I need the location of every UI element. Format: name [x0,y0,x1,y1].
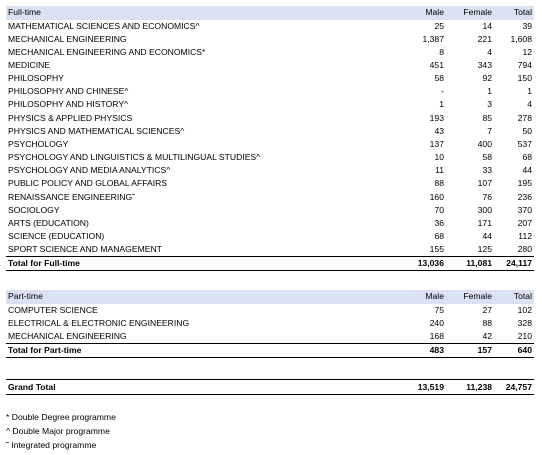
female-count: 125 [477,244,492,255]
total-count: 50 [522,125,532,136]
fulltime-total-row [6,257,534,271]
total-column-header: Total [513,7,532,17]
male-count: 451 [429,59,444,70]
female-count: 14 [482,20,492,31]
female-count: 76 [482,191,492,202]
programme-name: MECHANICAL ENGINEERING [8,331,127,342]
female-count: 27 [482,304,492,315]
total-count: 44 [522,165,532,176]
male-count: 58 [434,73,444,84]
table-row [6,33,534,46]
total-count: 195 [517,178,532,189]
female-column-header: Female [463,291,492,302]
female-count: 42 [482,331,492,342]
fulltime-section-label: Full-time [8,7,41,17]
female-count: 33 [482,165,492,176]
programme-name: RENAISSANCE ENGINEERING˜ [8,191,136,202]
table-row [6,217,534,230]
female-count: 88 [482,317,492,328]
fulltime-rows [6,20,534,257]
total-count: 236 [517,191,532,202]
total-count: 328 [517,317,532,328]
fulltime-total-female: 11,081 [446,257,494,271]
male-count: 25 [434,20,444,31]
parttime-total-label: Total for Part-time [6,344,391,358]
table-row [6,317,534,330]
table-row [6,125,534,138]
enrolment-report [6,6,534,395]
total-column-header: Total [513,291,532,302]
programme-name: PSYCHOLOGY AND LINGUISTICS & MULTILINGUAL STUDIES^ [8,152,261,163]
total-count: 4 [527,99,532,110]
parttime-header-row [6,290,534,304]
fulltime-total-label: Total for Full-time [6,257,391,271]
parttime-total-row [6,344,534,358]
fulltime-total-total: 24,117 [494,257,534,271]
section-spacer [6,358,534,379]
programme-name: MATHEMATICAL SCIENCES AND ECONOMICS^ [8,20,200,31]
female-count: 300 [477,204,492,215]
grand-total-female: 11,238 [446,380,494,395]
programme-name: PHYSICS & APPLIED PHYSICS [8,112,133,123]
table-row [6,98,534,111]
parttime-total-total: 640 [494,344,534,358]
grand-total-label: Grand Total [6,380,391,395]
table-row [6,243,534,257]
male-count: 68 [434,231,444,241]
male-count: 240 [429,317,444,328]
table-row [6,72,534,85]
programme-name: MECHANICAL ENGINEERING AND ECONOMICS* [8,46,206,57]
total-count: 112 [518,231,532,241]
programme-name: MEDICINE [8,59,51,70]
grand-total-total: 24,757 [494,380,534,395]
footnotes [6,410,116,452]
table-row [6,191,534,204]
programme-name: PHILOSOPHY AND CHINESE^ [8,86,129,97]
female-count: 171 [477,217,492,228]
table-row [6,230,534,243]
fulltime-table [6,6,534,271]
male-count: 8 [439,46,444,57]
male-count: 155 [429,244,444,255]
female-count: 85 [482,112,492,123]
programme-name: PHILOSOPHY [8,73,64,84]
parttime-total-female: 157 [446,344,494,358]
programme-name: PSYCHOLOGY AND MEDIA ANALYTICS^ [8,165,171,176]
programme-name: PUBLIC POLICY AND GLOBAL AFFAIRS [8,178,168,189]
total-count: 12 [522,46,532,57]
programme-name: ELECTRICAL & ELECTRONIC ENGINEERING [8,317,190,328]
programme-name: SCIENCE (EDUCATION) [8,231,105,241]
footnote-double-degree: * Double Degree programme [6,412,116,422]
total-count: 39 [522,20,532,31]
table-row [6,59,534,72]
programme-name: COMPUTER SCIENCE [8,304,98,315]
total-count: 280 [517,244,532,255]
male-count: 193 [429,112,444,123]
footnote-double-major: ^ Double Major programme [6,426,110,436]
total-count: 370 [517,204,532,215]
table-row [6,204,534,217]
female-count: 1 [487,86,492,97]
programme-name: SPORT SCIENCE AND MANAGEMENT [8,244,162,255]
total-count: 278 [517,112,532,123]
male-count: 36 [434,217,444,228]
total-count: 68 [522,152,532,163]
female-count: 7 [487,125,492,136]
total-count: 1 [527,86,532,97]
male-count: 168 [429,331,444,342]
table-row [6,112,534,125]
table-row [6,85,534,98]
table-row [6,20,534,33]
female-count: 400 [477,138,492,149]
female-count: 58 [482,152,492,163]
female-count: 221 [477,33,492,44]
table-row [6,330,534,344]
section-spacer [6,271,534,290]
total-count: 207 [517,217,532,228]
table-row [6,46,534,59]
female-count: 3 [487,99,492,110]
male-count: 88 [434,178,444,189]
total-count: 1,608 [510,33,532,44]
total-count: 537 [517,138,532,149]
female-count: 92 [482,73,492,84]
grand-total-male: 13,519 [391,380,446,395]
parttime-section-label: Part-time [8,291,43,302]
male-count: 10 [434,152,444,163]
programme-name: PHYSICS AND MATHEMATICAL SCIENCES^ [8,125,185,136]
total-count: 794 [517,59,532,70]
programme-name: PHILOSOPHY AND HISTORY^ [8,99,129,110]
table-row [6,304,534,317]
female-column-header: Female [463,7,492,17]
footnote-integrated: ˜ Integrated programme [6,440,97,450]
parttime-rows [6,304,534,344]
programme-name: SOCIOLOGY [8,204,60,215]
table-row [6,177,534,190]
female-count: 107 [477,178,492,189]
male-count: 43 [434,125,444,136]
male-count: 1 [439,99,444,110]
male-column-header: Male [425,291,444,302]
female-count: 4 [487,46,492,57]
programme-name: PSYCHOLOGY [8,138,69,149]
male-count: 137 [429,138,444,149]
male-column-header: Male [425,7,444,17]
total-count: 102 [517,304,532,315]
male-count: - [441,86,444,97]
programme-name: MECHANICAL ENGINEERING [8,33,127,44]
male-count: 160 [429,191,444,202]
female-count: 343 [477,59,492,70]
total-count: 210 [517,331,532,342]
male-count: 70 [434,204,444,215]
fulltime-total-male: 13,036 [391,257,446,271]
male-count: 1,387 [422,33,444,44]
grand-total-row [6,380,534,395]
table-row [6,164,534,177]
male-count: 11 [435,165,444,176]
programme-name: ARTS (EDUCATION) [8,217,89,228]
parttime-total-male: 483 [391,344,446,358]
grand-total-table [6,379,534,395]
total-count: 150 [517,73,532,84]
female-count: 44 [482,231,492,241]
male-count: 75 [434,304,444,315]
fulltime-header-row [6,6,534,20]
table-row [6,138,534,151]
parttime-table [6,290,534,358]
table-row [6,151,534,164]
